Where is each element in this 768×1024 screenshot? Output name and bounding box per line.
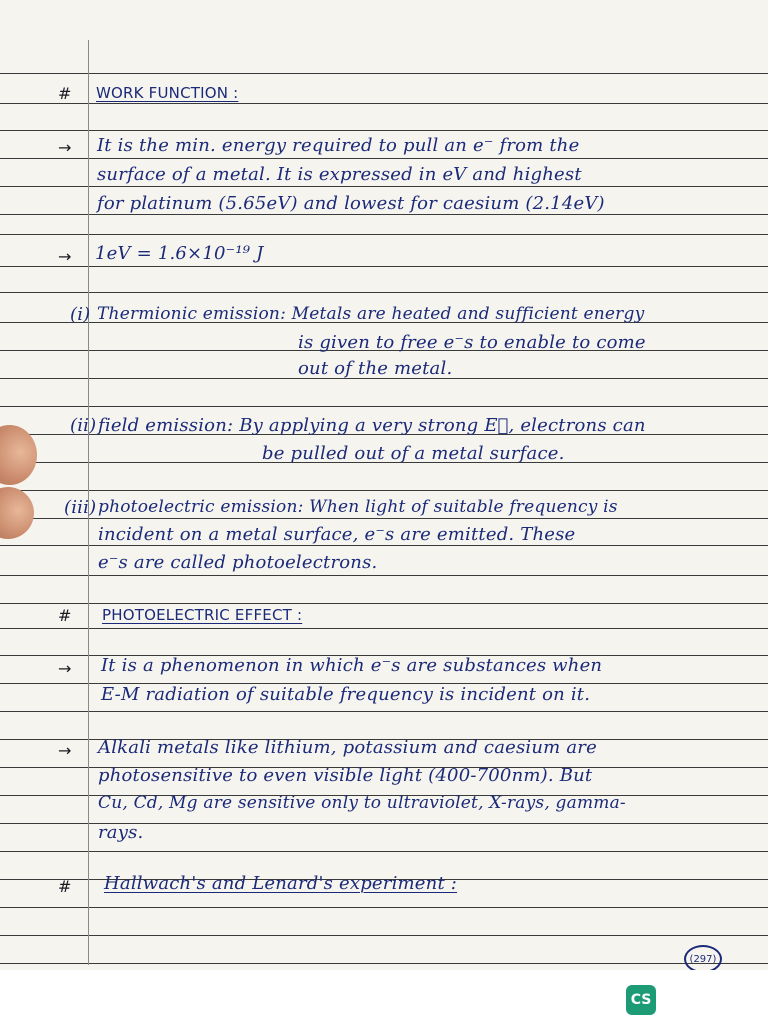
ruled-line (0, 186, 768, 187)
ruled-line (0, 406, 768, 407)
text-line: It is a phenomenon in which e⁻s are substances when (101, 655, 603, 676)
arrow-bullet: → (58, 659, 72, 678)
ruled-line (0, 130, 768, 131)
ruled-line (0, 266, 768, 267)
ruled-line (0, 603, 768, 604)
ruled-line (0, 292, 768, 293)
text-line: rays. (98, 822, 144, 843)
section-heading: WORK FUNCTION : (96, 84, 239, 102)
ruled-line (0, 907, 768, 908)
ruled-line (0, 158, 768, 159)
text-line: It is the min. energy required to pull an e⁻ from the (97, 135, 580, 156)
ruled-line (0, 490, 768, 491)
section-marker: # (58, 84, 72, 103)
ruled-line (0, 518, 768, 519)
arrow-bullet: → (58, 741, 72, 760)
text-line: surface of a metal. It is expressed in eV and highest (97, 164, 582, 185)
text-line: for platinum (5.65eV) and lowest for caesium (2.14eV) (97, 193, 605, 214)
finger-image (0, 487, 34, 539)
text-line: Cu, Cd, Mg are sensitive only to ultraviolet, X-rays, gamma- (98, 793, 626, 813)
text-line: e⁻s are called photoelectrons. (98, 552, 378, 573)
text-line: photosensitive to even visible light (400-700nm). But (98, 765, 593, 786)
text-line: 1eV = 1.6×10⁻¹⁹ J (95, 243, 264, 264)
ruled-line (0, 73, 768, 74)
text-line: Thermionic emission: Metals are heated and sufficient energy (97, 304, 645, 324)
section-marker: # (58, 877, 72, 896)
arrow-bullet: → (58, 247, 72, 266)
item-label: (i) (70, 304, 91, 325)
page-number: (297) (684, 945, 722, 970)
ruled-line (0, 545, 768, 546)
ruled-line (0, 103, 768, 104)
text-line: E-M radiation of suitable frequency is incident on it. (101, 684, 591, 705)
text-line: is given to free e⁻s to enable to come (298, 332, 646, 353)
arrow-bullet: → (58, 138, 72, 157)
ruled-line (0, 628, 768, 629)
ruled-line (0, 234, 768, 235)
ruled-line (0, 963, 768, 964)
ruled-line (0, 711, 768, 712)
item-label: (ii) (70, 415, 97, 436)
section-heading: PHOTOELECTRIC EFFECT : (102, 606, 303, 624)
text-line: Alkali metals like lithium, potassium and caesium are (98, 737, 597, 758)
section-marker: # (58, 606, 72, 625)
ruled-line (0, 935, 768, 936)
ruled-line (0, 575, 768, 576)
item-label: (iii) (64, 497, 97, 518)
text-line: field emission: By applying a very strong E⃗, electrons can (98, 415, 646, 436)
text-line: out of the metal. (298, 358, 453, 379)
text-line: incident on a metal surface, e⁻s are emitted. These (98, 524, 576, 545)
ruled-line (0, 214, 768, 215)
text-line: be pulled out of a metal surface. (262, 443, 565, 464)
ruled-line (0, 851, 768, 852)
scanner-logo-icon: CS (626, 985, 656, 1015)
section-heading: Hallwach's and Lenard's experiment : (104, 873, 458, 894)
text-line: photoelectric emission: When light of suitable frequency is (98, 497, 618, 517)
